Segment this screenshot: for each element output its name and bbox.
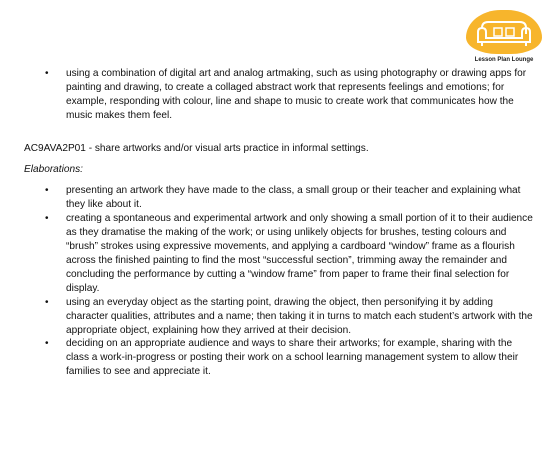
list-item-text: creating a spontaneous and experimental artwork and only showing a small portion of it to their audience as they dramatise the making of the work; or using unlikely objects for brushes, testing colours and “brush” strokes using expressive movements, and applying a cardboard “window” frame as a flourish across the finished painting to find the most “successful section”, trimming away the remainder and concluding the performance by cutting a “window frame” from paper to frame their final selection for display. bbox=[66, 213, 533, 294]
list-item bbox=[24, 184, 534, 212]
bullet-marker: • bbox=[45, 338, 49, 350]
bullet-marker: • bbox=[45, 68, 49, 79]
logo-text: Lesson Plan Lounge bbox=[474, 57, 534, 63]
elaborations-list bbox=[24, 184, 534, 379]
logo-badge bbox=[466, 10, 542, 54]
bullet-marker: • bbox=[45, 185, 49, 197]
lesson-plan-lounge-logo bbox=[466, 10, 542, 64]
list-item bbox=[24, 296, 534, 338]
list-item-text: using an everyday object as the starting point, drawing the object, then personifying it by adding character qualities, attributes and a name; then taking it in turns to match each student’s artwork with the appropriate object, explaining how they arrived at their decision. bbox=[66, 296, 533, 336]
list-item bbox=[24, 67, 534, 123]
list-item-text: using a combination of digital art and analog artmaking, such as using photography or drawing apps for painting and drawing, to create a collaged abstract work that represents feelings and emotions; for example, responding with colour, line and shape to music to create work that communicates how the music makes them feel. bbox=[66, 68, 527, 121]
list-item bbox=[24, 212, 534, 295]
list-item bbox=[24, 337, 534, 379]
intro-bullet-list bbox=[24, 67, 534, 123]
bullet-marker: • bbox=[45, 213, 49, 225]
elaborations-heading: Elaborations: bbox=[24, 163, 83, 175]
sofa-icon bbox=[472, 14, 536, 50]
content-description-code: AC9AVA2P01 - share artworks and/or visual arts practice in informal settings. bbox=[24, 142, 369, 154]
list-item-text: presenting an artwork they have made to the class, a small group or their teacher and explaining what they like about it. bbox=[66, 185, 521, 211]
list-item-text: deciding on an appropriate audience and ways to share their artworks; for example, sharing with the class a work-in-progress or posting their work on a school learning management system to allow their families to see and appreciate it. bbox=[66, 338, 519, 378]
bullet-marker: • bbox=[45, 296, 49, 308]
document-body bbox=[24, 67, 534, 379]
